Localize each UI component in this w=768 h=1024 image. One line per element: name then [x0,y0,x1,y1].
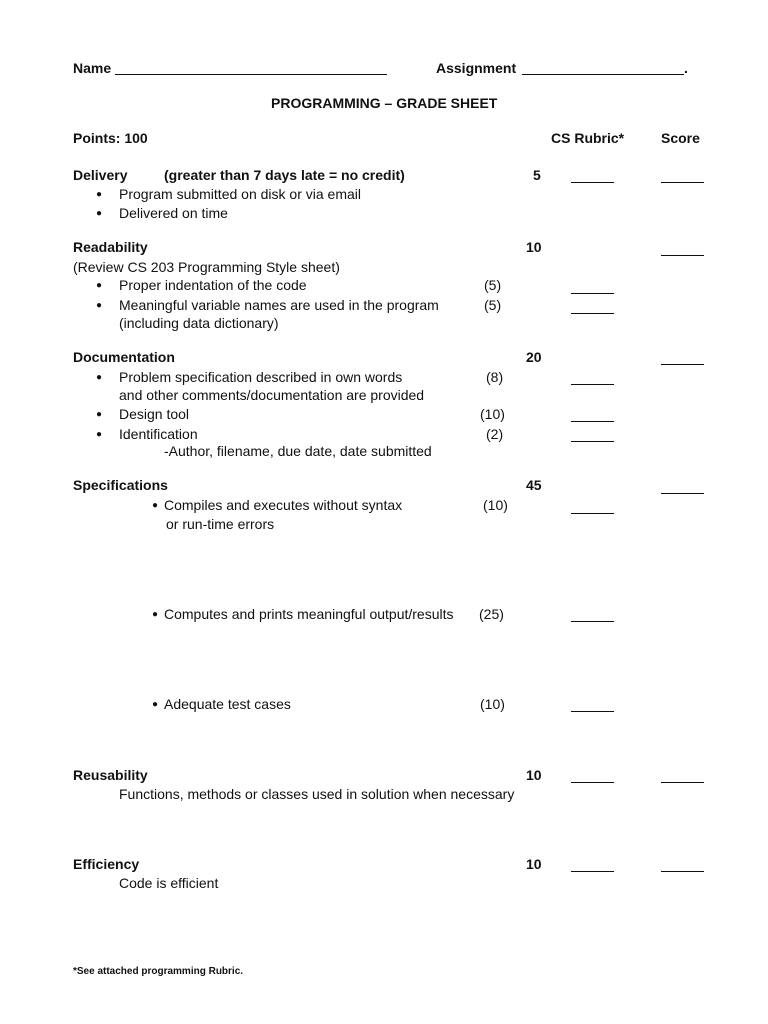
specifications-item-rubric-blank[interactable] [571,621,614,622]
readability-item-cont: (including data dictionary) [119,315,279,331]
efficiency-points: 10 [526,856,542,872]
bullet-icon [96,426,102,444]
specifications-item-points: (25) [479,606,504,622]
reusability-desc: Functions, methods or classes used in solution when necessary [119,786,515,802]
documentation-item: Design tool [119,406,190,422]
page-title: PROGRAMMING – GRADE SHEET [271,95,498,111]
reusability-rubric-blank[interactable] [571,782,614,783]
footnote: *See attached programming Rubric. [73,966,244,977]
bullet-icon [96,205,102,223]
bullet-icon [152,696,158,714]
readability-item: Proper indentation of the code [119,277,307,293]
delivery-item: Program submitted on disk or via email [119,186,361,202]
documentation-item-rubric-blank[interactable] [571,441,614,442]
reusability-points: 10 [526,767,542,783]
bullet-icon [96,277,102,295]
specifications-item: Compiles and executes without syntax [164,497,403,513]
points-total: Points: 100 [73,130,148,146]
name-label: Name [73,60,112,76]
readability-item: Meaningful variable names are used in the program [119,297,439,313]
documentation-item-rubric-blank[interactable] [571,421,614,422]
efficiency-heading: Efficiency [73,856,140,872]
readability-score-blank[interactable] [661,255,704,256]
column-rubric-header: CS Rubric* [551,130,625,146]
readability-note: (Review CS 203 Programming Style sheet) [73,259,340,275]
delivery-heading: Delivery [73,167,128,183]
documentation-item-rubric-blank[interactable] [571,384,614,385]
bullet-icon [96,186,102,204]
documentation-item-points: (8) [486,369,504,385]
readability-points: 10 [526,239,542,255]
delivery-item: Delivered on time [119,205,228,221]
specifications-heading: Specifications [73,477,168,493]
specifications-item-rubric-blank[interactable] [571,513,614,514]
specifications-item-points: (10) [480,696,505,712]
assignment-period: . [684,60,688,76]
assignment-label: Assignment [436,60,517,76]
efficiency-rubric-blank[interactable] [571,871,614,872]
specifications-item-cont: or run-time errors [166,516,275,532]
bullet-icon [96,297,102,315]
readability-heading: Readability [73,239,148,255]
documentation-item-cont: -Author, filename, due date, date submitted [164,443,432,459]
bullet-icon [152,497,158,515]
documentation-item: Identification [119,426,198,442]
efficiency-desc: Code is efficient [119,875,219,891]
specifications-item-points: (10) [483,497,508,513]
documentation-points: 20 [526,349,542,365]
bullet-icon [96,369,102,387]
readability-item-rubric-blank[interactable] [571,293,614,294]
delivery-note: (greater than 7 days late = no credit) [164,167,405,183]
reusability-heading: Reusability [73,767,148,783]
specifications-item-rubric-blank[interactable] [571,711,614,712]
documentation-item: Problem specification described in own words [119,369,403,385]
documentation-item-points: (2) [486,426,504,442]
reusability-score-blank[interactable] [661,782,704,783]
documentation-item-points: (10) [480,406,505,422]
specifications-item: Adequate test cases [164,696,291,712]
name-blank[interactable] [115,74,387,75]
specifications-item: Computes and prints meaningful output/results [164,606,454,622]
readability-item-points: (5) [484,277,502,293]
column-score-header: Score [661,130,700,146]
assignment-blank[interactable] [522,74,684,75]
readability-item-rubric-blank[interactable] [571,313,614,314]
documentation-heading: Documentation [73,349,175,365]
specifications-points: 45 [526,477,542,493]
efficiency-score-blank[interactable] [661,871,704,872]
bullet-icon [96,406,102,424]
documentation-item-cont: and other comments/documentation are provided [119,387,425,403]
bullet-icon [152,606,158,624]
delivery-points: 5 [533,167,541,183]
specifications-score-blank[interactable] [661,493,704,494]
delivery-rubric-blank[interactable] [571,182,614,183]
delivery-score-blank[interactable] [661,182,704,183]
documentation-score-blank[interactable] [661,364,704,365]
readability-item-points: (5) [484,297,502,313]
